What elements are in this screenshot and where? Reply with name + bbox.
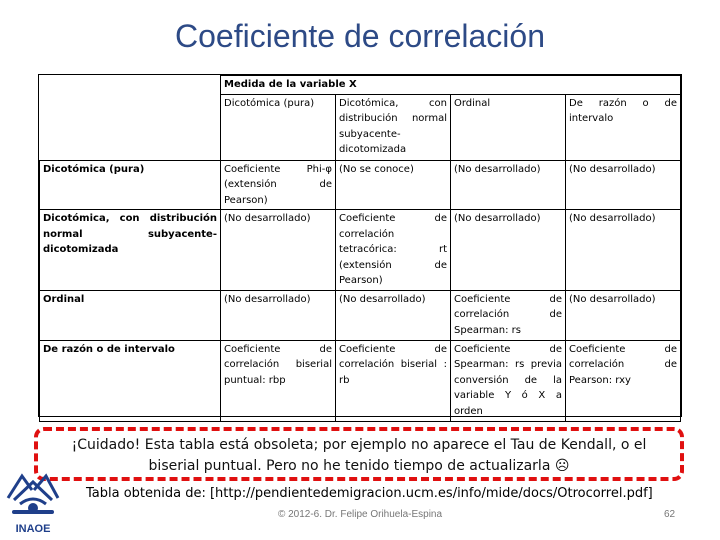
table-cell: (No desarrollado) xyxy=(221,210,336,291)
x-variable-header: Medida de la variable X xyxy=(221,76,681,95)
column-header: Dicotómica (pura) xyxy=(221,94,336,160)
table-cell: (No desarrollado) xyxy=(336,290,451,340)
footer-copyright: © 2012-6. Dr. Felipe Orihuela-Espina xyxy=(277,509,443,520)
caution-note xyxy=(34,427,684,481)
table-cell: Coeficiente de Spearman: rs previa conversión de la variable Y ó X a orden xyxy=(451,340,566,421)
table-cell: Coeficiente Phi-φ (extensión de Pearson) xyxy=(221,160,336,210)
slide-title: Coeficiente de correlación xyxy=(175,18,545,54)
table-cell: Coeficiente de correlación de Pearson: rxy xyxy=(566,340,681,421)
correlation-table xyxy=(38,74,682,417)
column-header: Dicotómica, con distribución normal subyacente-dicotomizada xyxy=(336,94,451,160)
table-cell: (No desarrollado) xyxy=(566,160,681,210)
logo-text: INAOE xyxy=(15,523,51,535)
table-cell: (No desarrollado) xyxy=(451,160,566,210)
source-citation: Tabla obtenida de: [http://pendientedemigracion.ucm.es/info/mide/docs/Otrocorrel.pdf] xyxy=(86,486,653,501)
table-cell: Coeficiente de correlación biserial : rb xyxy=(336,340,451,421)
row-header: Dicotómica, con distribución normal subyacente-dicotomizada xyxy=(40,210,221,291)
inaoe-logo xyxy=(4,468,62,538)
table-cell: (No desarrollado) xyxy=(221,290,336,340)
table-cell: (No desarrollado) xyxy=(451,210,566,291)
caution-line-1: ¡Cuidado! Esta tabla está obsoleta; por ejemplo no aparece el Tau de Kendall, o el xyxy=(71,437,647,453)
table-cell: Coeficiente de correlación biserial puntual: rbp xyxy=(221,340,336,421)
column-header: Ordinal xyxy=(451,94,566,160)
row-header: Ordinal xyxy=(40,290,221,340)
table-cell: (No desarrollado) xyxy=(566,210,681,291)
column-header: De razón o de intervalo xyxy=(566,94,681,160)
table-cell: (No desarrollado) xyxy=(566,290,681,340)
page-number: 62 xyxy=(664,509,676,520)
row-header: De razón o de intervalo xyxy=(40,340,221,421)
correlation-table-grid xyxy=(39,75,681,422)
table-cell: (No se conoce) xyxy=(336,160,451,210)
table-cell: Coeficiente de correlación de Spearman: rs xyxy=(451,290,566,340)
table-cell: Coeficiente de correlación tetracórica: rt (extensión de Pearson) xyxy=(336,210,451,291)
row-header: Dicotómica (pura) xyxy=(40,160,221,210)
caution-line-2: biserial puntual. Pero no he tenido tiempo de actualizarla ☹ xyxy=(148,458,570,474)
